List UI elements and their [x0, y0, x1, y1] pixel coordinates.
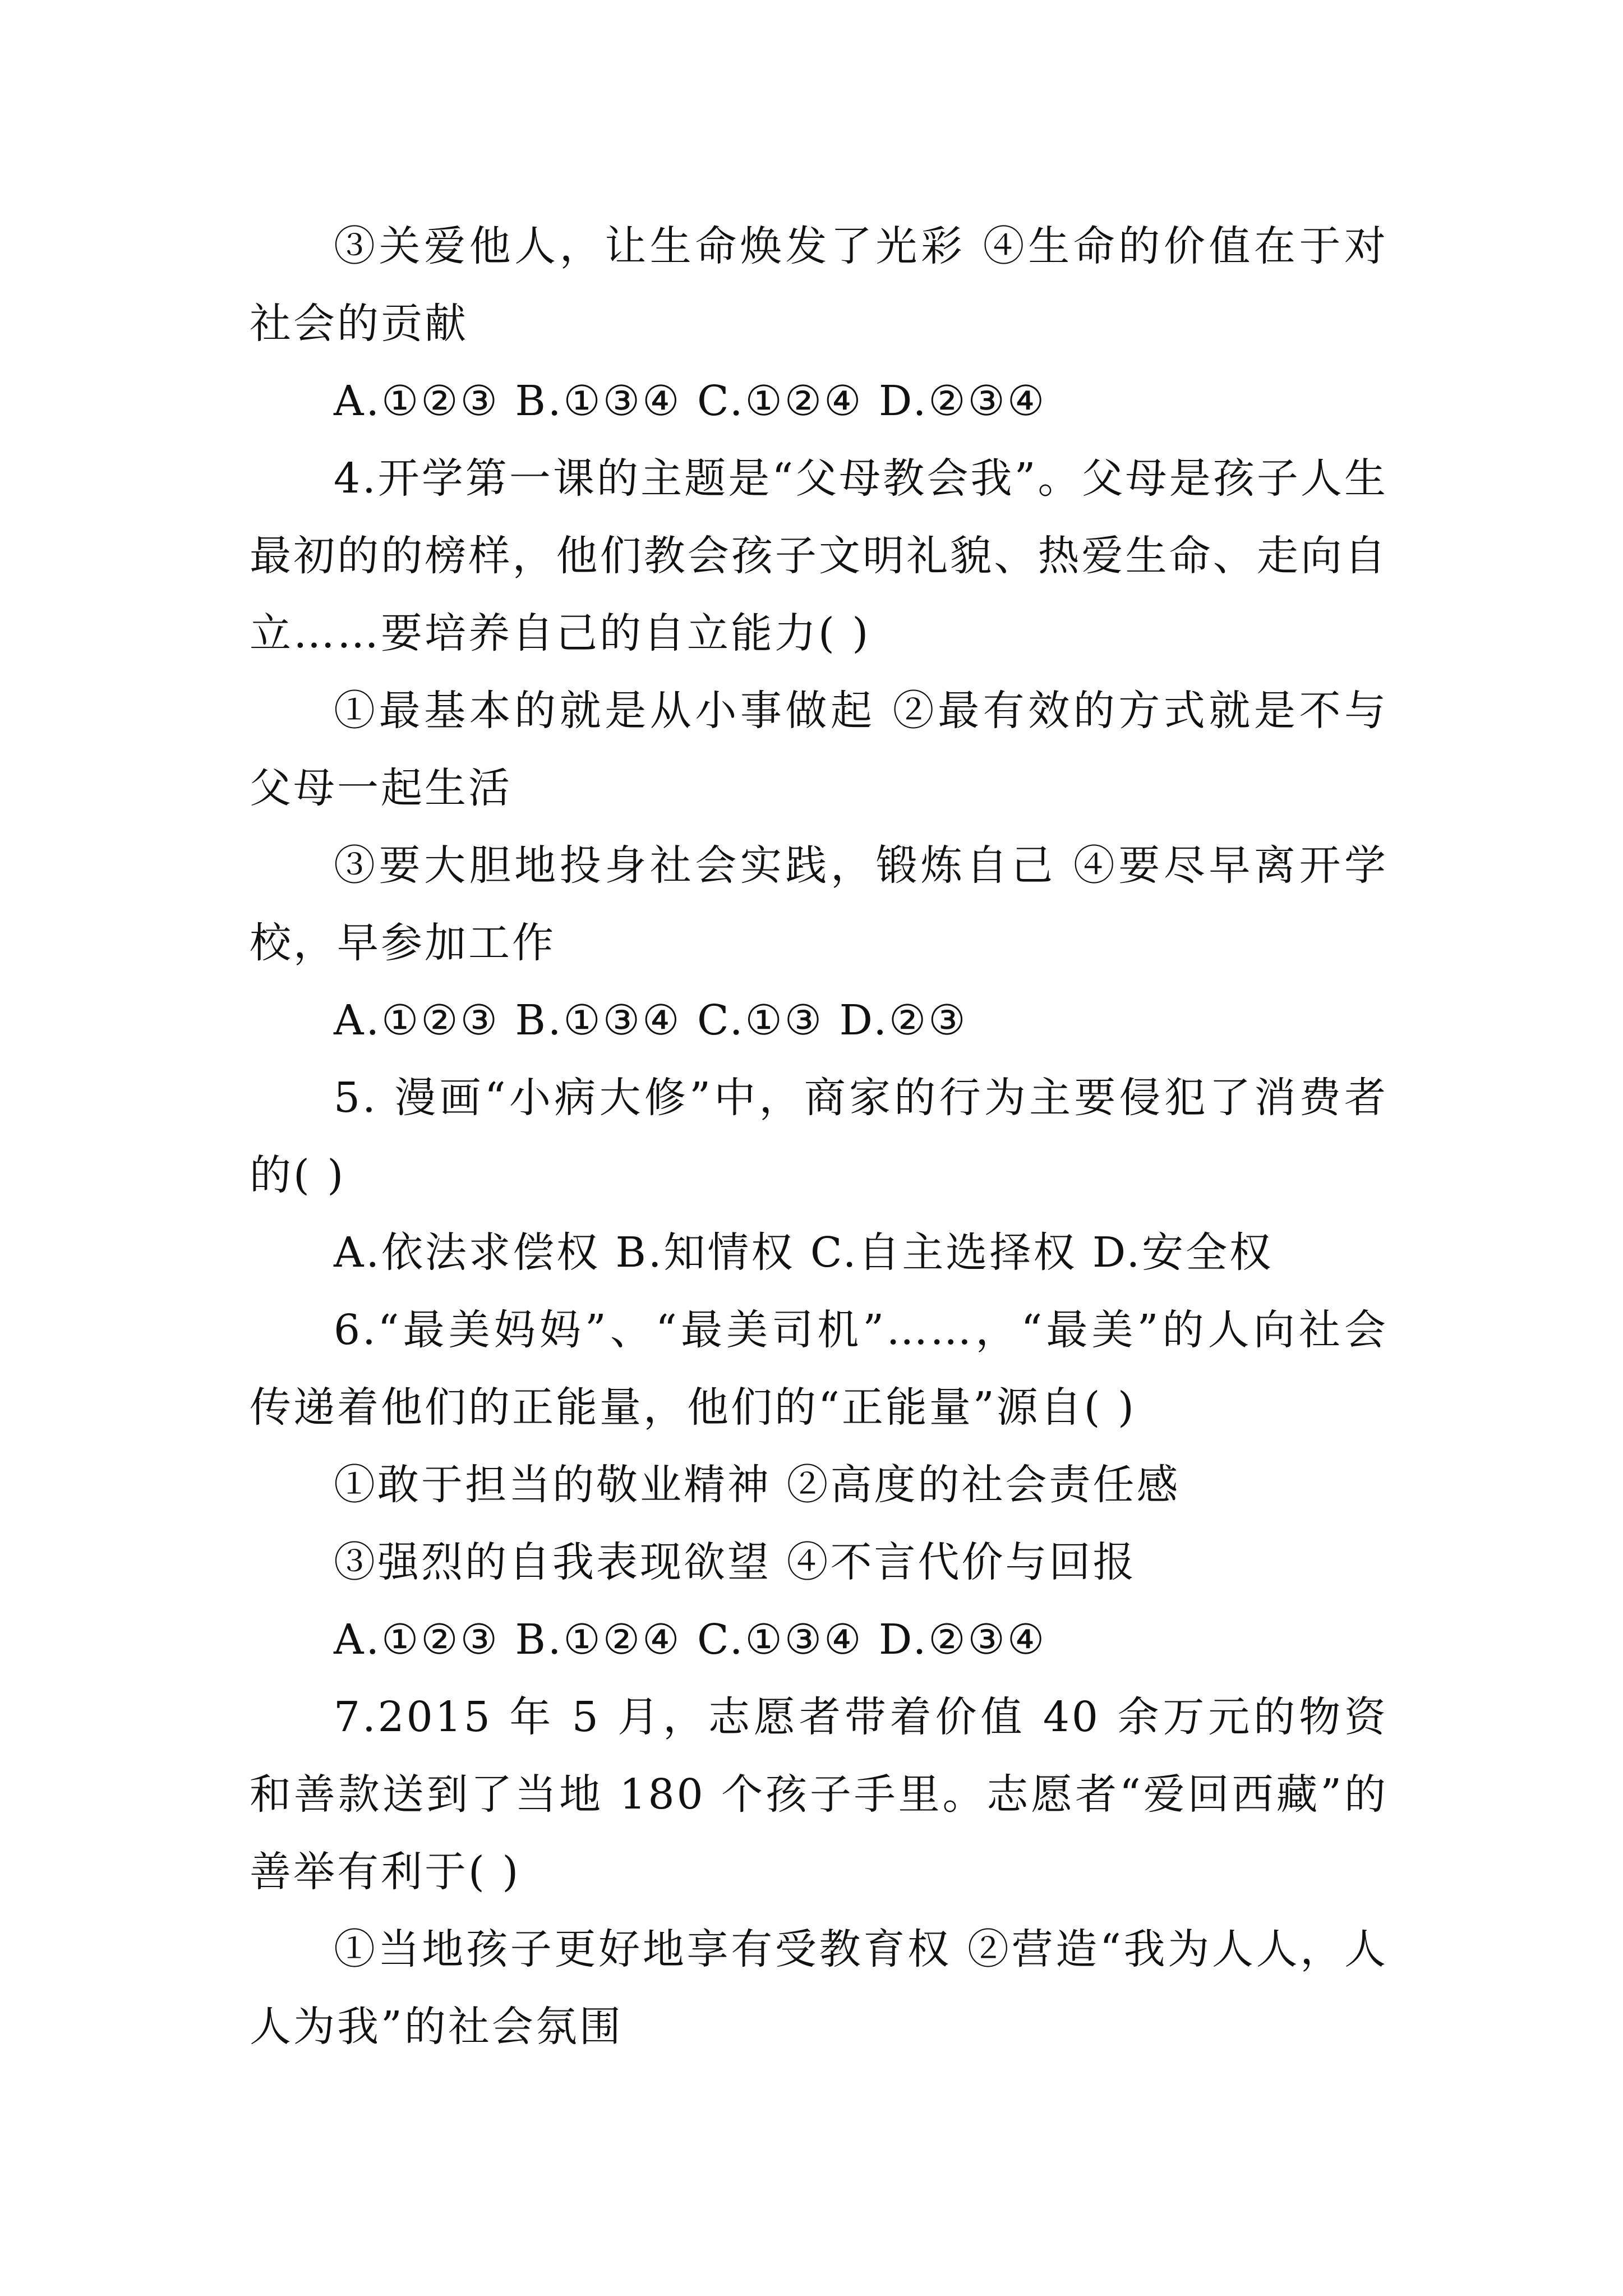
paragraph-q4-options-2: ③要大胆地投身社会实践，锻炼自己 ④要尽早离开学校，早参加工作: [250, 841, 1388, 967]
paragraph-q5-answers: A.依法求偿权 B.知情权 C.自主选择权 D.安全权: [334, 1228, 1274, 1277]
paragraph-q3-answers: A.①②③ B.①③④ C.①②④ D.②③④: [334, 377, 1047, 425]
paragraph-q4-answers: A.①②③ B.①③④ C.①③ D.②③: [334, 996, 968, 1045]
paragraph-q4-options-1: ①最基本的就是从小事做起 ②最有效的方式就是不与父母一起生活: [250, 687, 1388, 812]
paragraph-q5-stem: 5. 漫画“小病大修”中，商家的行为主要侵犯了消费者的( ): [250, 1074, 1388, 1199]
paragraph-q6-answers: A.①②③ B.①②④ C.①③④ D.②③④: [334, 1616, 1047, 1664]
paragraph-q7-stem: 7.2015 年 5 月，志愿者带着价值 40 余万元的物资和善款送到了当地 180 个孩子手里。志愿者“爱回西藏”的善举有利于( ): [250, 1693, 1388, 1896]
paragraph-q6-options-1: ①敢于担当的敬业精神 ②高度的社会责任感: [334, 1461, 1181, 1509]
document-body: [250, 208, 1388, 2065]
paragraph-q3-options-cont: ③关爱他人，让生命焕发了光彩 ④生命的价值在于对社会的贡献: [250, 222, 1388, 348]
paragraph-q7-options-1: ①当地孩子更好地享有受教育权 ②营造“我为人人，人人为我”的社会氛围: [250, 1925, 1388, 2051]
paragraph-q6-stem: 6.“最美妈妈”、“最美司机”……，“最美”的人向社会传递着他们的正能量，他们的“正能量”源自( ): [250, 1306, 1388, 1432]
paragraph-q6-options-2: ③强烈的自我表现欲望 ④不言代价与回报: [334, 1538, 1137, 1586]
paragraph-q4-stem: 4.开学第一课的主题是“父母教会我”。父母是孩子人生最初的的榜样，他们教会孩子文明礼貌、热爱生命、走向自立……要培养自己的自立能力( ): [250, 454, 1388, 657]
